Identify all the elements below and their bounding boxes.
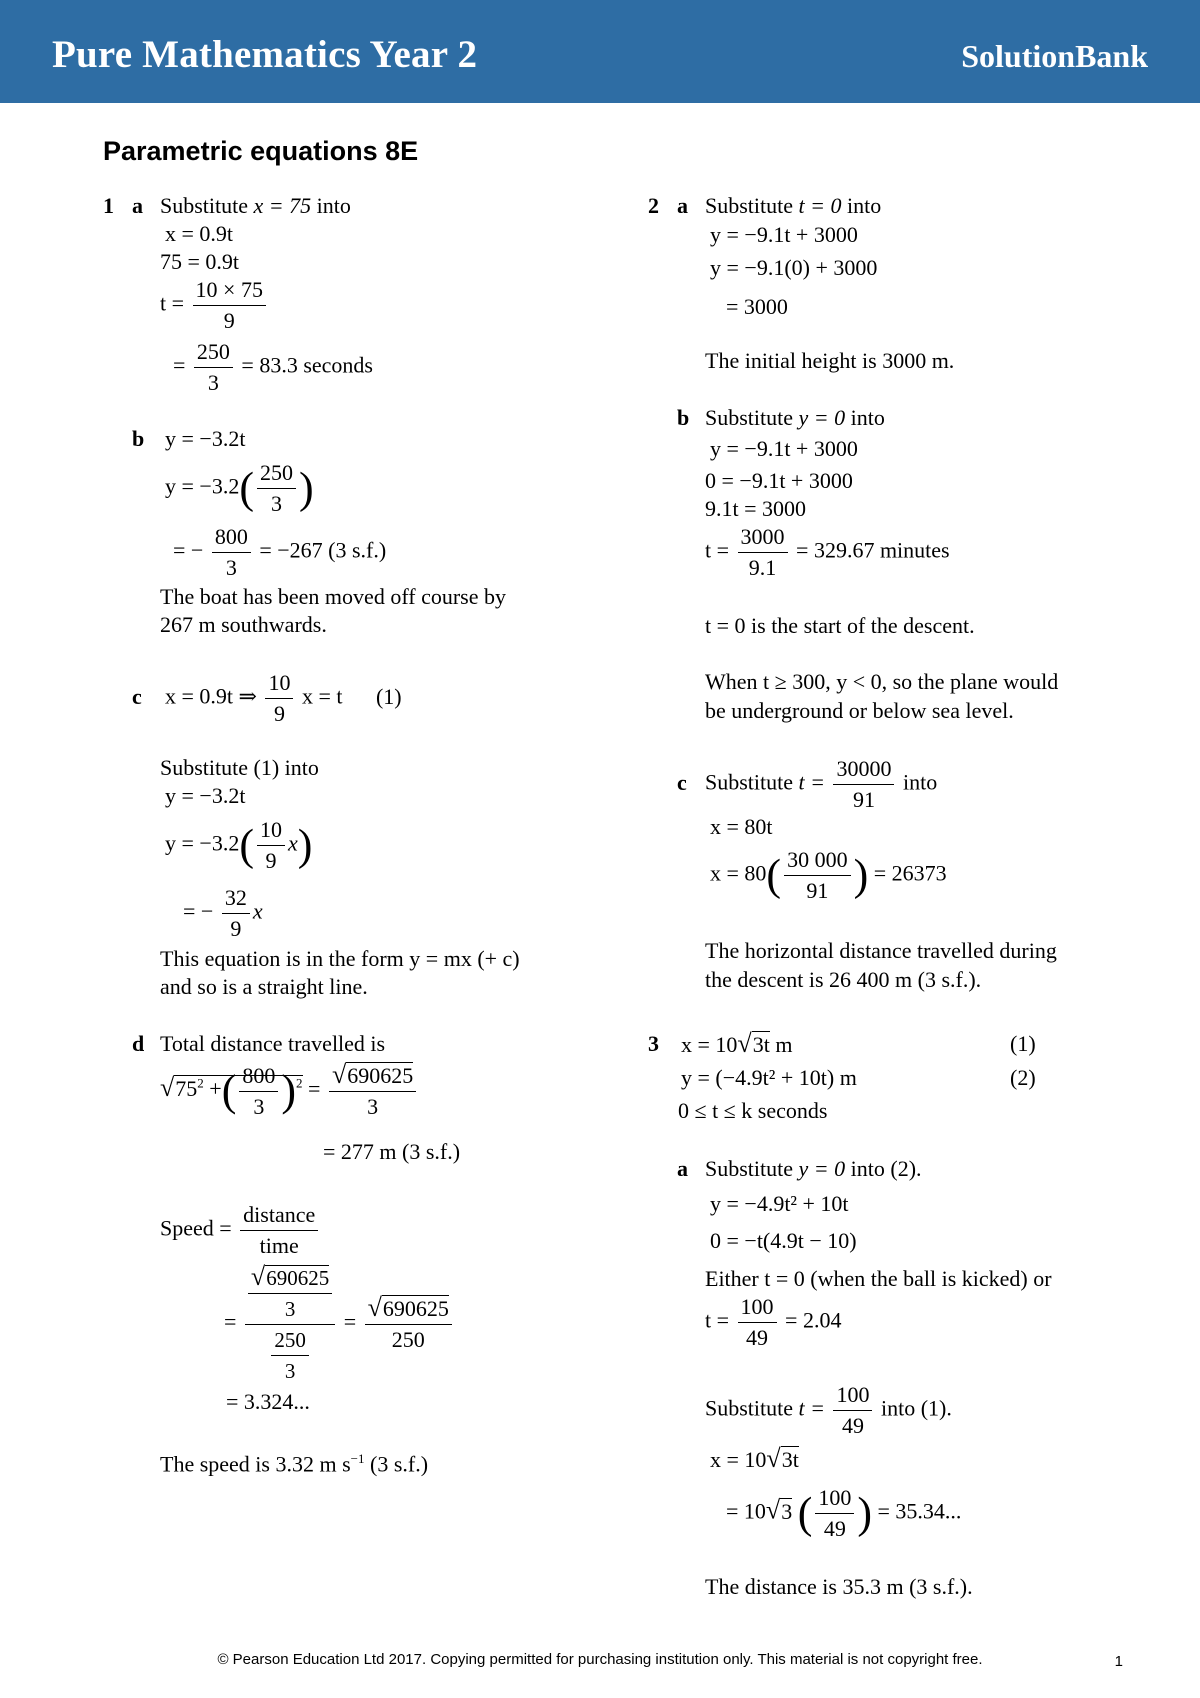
equation-line: y = −9.1t + 3000 <box>710 436 858 461</box>
step-text: Substitute y = 0 into (2). <box>705 1156 922 1181</box>
equation-line: x = 80t <box>710 814 773 839</box>
copyright-notice: © Pearson Education Ltd 2017. Copying permitted for purchasing institution only. This material is not copyright free. <box>217 1651 983 1668</box>
equation-line: x = 80( $\frac{30 000}{91}$ ) = 26373 <box>710 847 947 903</box>
question-number: 1 <box>103 193 114 218</box>
part-label: b <box>132 426 145 451</box>
answer-text: This equation is in the form y = mx (+ c) <box>160 946 520 971</box>
equation-line: t = $\frac{100}{49}$ = 2.04 <box>705 1294 842 1350</box>
equation-line: y = −9.1(0) + 3000 <box>710 255 878 280</box>
step-text: Substitute t = $\frac{100}{49}$ into (1). <box>705 1382 952 1438</box>
step-text: Substitute y = 0 into <box>705 405 885 430</box>
answer-text: The speed is 3.32 m $s^{-1}$ (3 s.f.) <box>160 1451 429 1477</box>
part-label: a <box>677 1156 688 1181</box>
answer-text: the descent is 26 400 m (3 s.f.). <box>705 967 982 992</box>
part-label: c <box>677 770 687 795</box>
equation-line: y = (−4.9t² + 10t) m <box>681 1065 857 1090</box>
equation-line: y = −3.2( $\frac{10}{9}$ x) <box>165 817 313 873</box>
equation-line: 0 = −t(4.9t − 10) <box>710 1228 857 1253</box>
equation-line: t = $\frac{3000}{9.1}$ = 329.67 minutes <box>705 524 950 580</box>
part-label: c <box>132 684 142 709</box>
equation-line: y = −3.2t <box>165 426 246 451</box>
equation-line: x = 0.9t <box>165 221 234 246</box>
equation-tag: (2) <box>1010 1065 1036 1090</box>
answer-text: The boat has been moved off course by <box>160 584 506 609</box>
equation-line: x = 10√3t <box>710 1444 799 1473</box>
step-text: Either t = 0 (when the ball is kicked) or <box>705 1266 1052 1291</box>
equation-line: x = 0.9t ⇒ $\frac{10}{9}$ x = t (1) <box>165 670 402 726</box>
equation-line: 9.1t = 3000 <box>705 496 807 521</box>
equation-line: x = 10√3t m <box>681 1029 793 1058</box>
equation-line: = 277 m (3 s.f.) <box>323 1139 461 1164</box>
brand-name: SolutionBank <box>961 38 1148 74</box>
answer-text: The distance is 35.3 m (3 s.f.). <box>705 1574 973 1599</box>
page-title: Parametric equations 8E <box>103 136 419 166</box>
equation-line: y = −3.2t <box>165 783 246 808</box>
question-number: 3 <box>648 1031 659 1056</box>
part-label: a <box>677 193 688 218</box>
equation-line: = $\frac{250}{3}$ = 83.3 seconds <box>173 339 373 395</box>
question-number: 2 <box>648 193 659 218</box>
equation-line: t = $\frac{10 \times 75}{9}$ <box>160 275 269 336</box>
answer-text: When t ≥ 300, y < 0, so the plane would <box>705 669 1059 694</box>
page-number: 1 <box>1114 1653 1123 1670</box>
step-text: Total distance travelled is <box>160 1031 386 1056</box>
part-label: d <box>132 1031 145 1056</box>
equation-line: y = −9.1t + 3000 <box>710 222 858 247</box>
equation-line: $√75^2$ +( $\frac{800}{3}$ )$^2$ = $\frac{√690625}{3}$ <box>160 1060 419 1122</box>
equation-line: = 10√3 ( $\frac{100}{49}$ ) = 35.34... <box>726 1485 962 1541</box>
part-label: b <box>677 405 690 430</box>
equation-line: = 3.324... <box>226 1389 310 1414</box>
equation-line: Speed = $\frac{\text{distance}}{\text{time}}$ <box>160 1200 321 1261</box>
answer-text: The horizontal distance travelled during <box>705 938 1057 963</box>
book-title: Pure Mathematics Year 2 <box>52 33 478 76</box>
answer-text: and so is a straight line. <box>160 974 368 999</box>
step-text: Substitute t = $\frac{30000}{91}$ into <box>705 756 938 812</box>
equation-line: 75 = 0.9t <box>160 249 240 274</box>
answer-text: be underground or below sea level. <box>705 698 1014 723</box>
answer-text: The initial height is 3000 m. <box>705 348 955 373</box>
equation-line: = − $\frac{800}{3}$ = −267 (3 s.f.) <box>173 524 387 580</box>
equation-line: y = −3.2( $\frac{250}{3}$ ) <box>165 460 314 516</box>
equation-line: y = −4.9t² + 10t <box>710 1191 849 1216</box>
equation-line: = 3000 <box>726 294 788 319</box>
answer-text: t = 0 is the start of the descent. <box>705 613 975 638</box>
part-label: a <box>132 193 143 218</box>
equation-line: 0 = −9.1t + 3000 <box>705 468 853 493</box>
step-text: Substitute t = 0 into <box>705 193 882 218</box>
equation-line: = $\frac{\frac{√690625}{3}}{\frac{250}{3}}$ = $\frac{√690625}{250}$ <box>224 1262 455 1386</box>
step-text: Substitute x = 75 into <box>160 193 351 218</box>
step-text: Substitute (1) into <box>160 755 319 780</box>
equation-tag: (1) <box>1010 1031 1036 1056</box>
answer-text: 267 m southwards. <box>160 612 327 637</box>
equation-line: = − $\frac{32}{9}$ x <box>183 885 263 941</box>
equation-line: 0 ≤ t ≤ k seconds <box>678 1098 828 1123</box>
